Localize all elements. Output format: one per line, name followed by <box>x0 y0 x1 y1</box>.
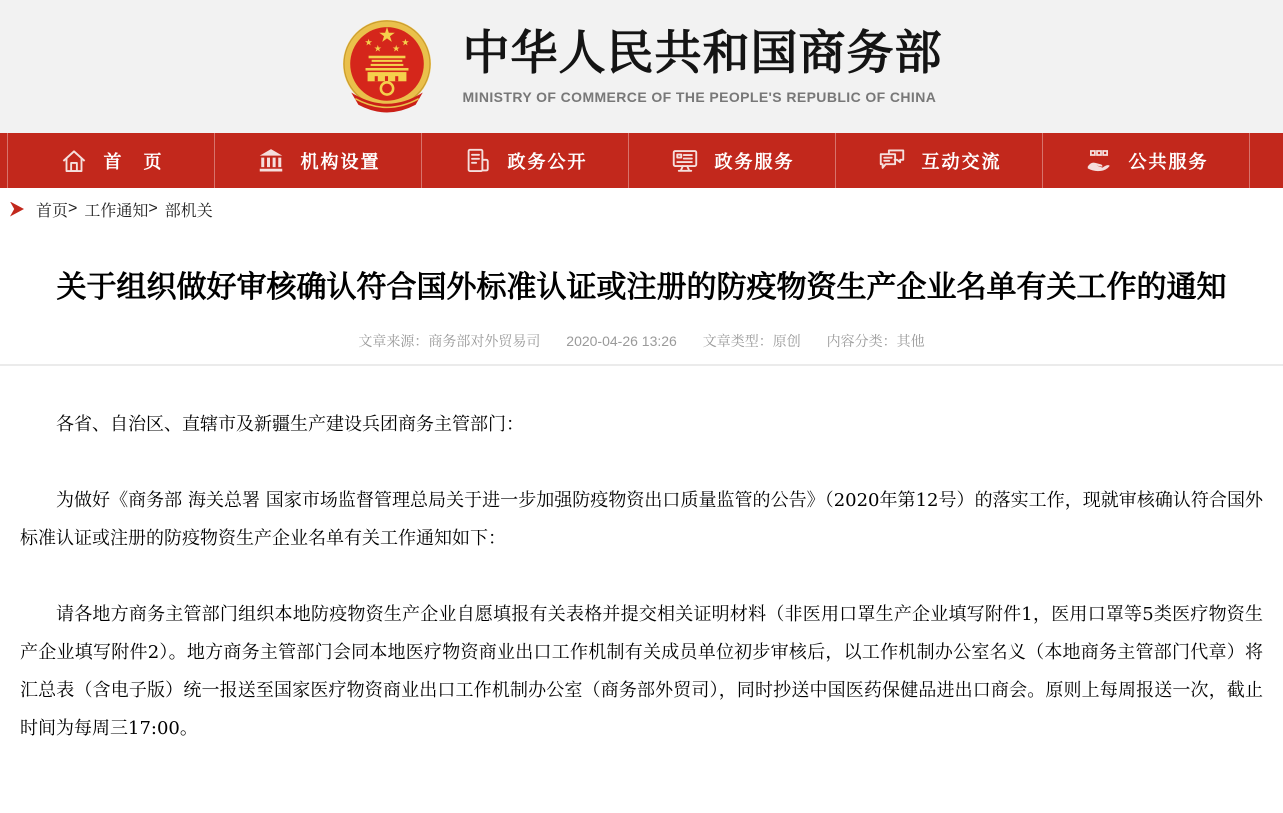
article-category: 内容分类：其他 <box>826 333 925 349</box>
breadcrumb-separator: > <box>148 200 158 217</box>
article <box>0 262 1283 748</box>
article-title: 关于组织做好审核确认符合国外标准认证或注册的防疫物资生产企业名单有关工作的通知 <box>56 270 1227 305</box>
institution-icon <box>256 146 286 176</box>
document-icon <box>463 146 493 176</box>
nav-item-label: 政务服务 <box>714 151 795 173</box>
site-subtitle: MINISTRY OF COMMERCE OF THE PEOPLE'S REPUBLIC OF CHINA <box>462 89 937 106</box>
hand-service-icon <box>1084 146 1114 176</box>
nav-item-gov-services[interactable] <box>628 133 835 188</box>
article-body <box>0 406 1283 748</box>
article-divider <box>0 364 1283 366</box>
breadcrumb-separator: > <box>68 200 78 217</box>
breadcrumb-current: 部机关 <box>164 202 213 220</box>
paragraph-salutation: 各省、自治区、直辖市及新疆生产建设兵团商务主管部门： <box>56 414 524 435</box>
nav-item-label: 首 页 <box>103 151 164 173</box>
china-national-emblem-icon <box>341 16 433 120</box>
paragraph-instructions: 请各地方商务主管部门组织本地防疫物资生产企业自愿填报有关表格并提交相关证明材料（非医用口罩生产企业填写附件1，医用口罩等5类医疗物资生产企业填写附件2）。地方商务主管部门会同本地医疗物资商业出口工作机制有关成员单位初步审核后，以工作机制办公室名义（本地商务主管部门代章）将汇总表（含电子版）统一报送至国家医疗物资商业出口工作机制办公室（商务部外贸司），同时抄送中国医药保健品进出口商会。原则上每周报送一次，截止时间为每周三17:00。 <box>20 604 1263 739</box>
chat-icon <box>877 146 907 176</box>
site-title: 中华人民共和国商务部 <box>462 25 943 81</box>
nav-item-label: 机构设置 <box>300 151 381 173</box>
site-header <box>0 0 1283 133</box>
nav-item-gov-info[interactable] <box>421 133 628 188</box>
main-nav <box>0 133 1283 188</box>
nav-item-public-services[interactable] <box>1042 133 1250 188</box>
nav-item-label: 互动交流 <box>921 151 1002 173</box>
nav-item-home[interactable] <box>7 133 214 188</box>
article-meta <box>0 331 1283 351</box>
nav-item-institutions[interactable] <box>214 133 421 188</box>
breadcrumb-arrow-icon <box>10 202 24 217</box>
article-datetime: 2020-04-26 13:26 <box>566 333 677 349</box>
monitor-icon <box>670 146 700 176</box>
paragraph-background: 为做好《商务部 海关总署 国家市场监督管理总局关于进一步加强防疫物资出口质量监管的公告》（2020年第12号）的落实工作，现就审核确认符合国外标准认证或注册的防疫物资生产企业名单有关工作通知如下： <box>20 490 1263 549</box>
nav-item-interaction[interactable] <box>835 133 1042 188</box>
nav-item-label: 公共服务 <box>1128 151 1209 173</box>
breadcrumb-work-notice[interactable]: 工作通知 <box>84 202 149 220</box>
breadcrumb <box>0 188 1283 230</box>
article-source: 文章来源：商务部对外贸易司 <box>358 333 541 349</box>
breadcrumb-home[interactable]: 首页 <box>36 202 69 220</box>
home-icon <box>59 146 89 176</box>
nav-item-label: 政务公开 <box>507 151 588 173</box>
article-type: 文章类型：原创 <box>702 333 801 349</box>
